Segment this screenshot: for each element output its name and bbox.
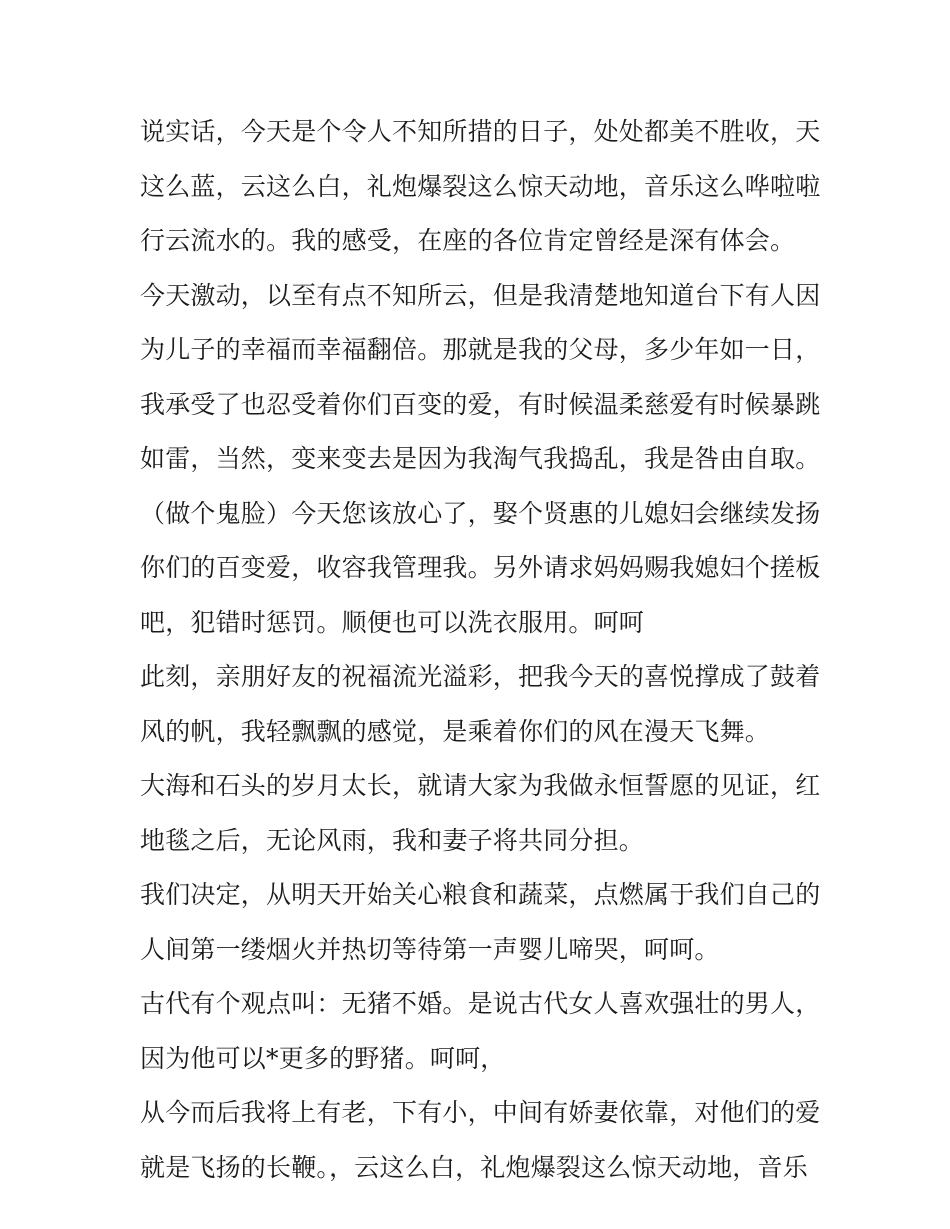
text-line: 吧，犯错时惩罚。顺便也可以洗衣服用。呵呵 [140,607,645,637]
text-line: 我们决定，从明天开始关心粮食和蔬菜，点燃属于我们自己的 [140,880,821,909]
text-line: 此刻，亲朋好友的祝福流光溢彩，把我今天的喜悦撑成了鼓着 [140,662,821,691]
text-line: 人间第一缕烟火并热切等待第一声婴儿啼哭，呵呵。 [140,934,720,964]
text-line: 地毯之后，无论风雨，我和妻子将共同分担。 [140,825,645,855]
text-line: 你们的百变爱，收容我管理我。另外请求妈妈赐我媳妇个搓板 [140,553,821,582]
text-line: 古代有个观点叫：无猪不婚。是说古代女人喜欢强壮的男人， [140,989,821,1018]
text-line: 从今而后我将上有老，下有小，中间有娇妻依靠，对他们的爱 [140,1098,821,1127]
text-line: （做个鬼脸）今天您该放心了，娶个贤惠的儿媳妇会继续发扬 [140,498,821,528]
text-line: 今天激动，以至有点不知所云，但是我清楚地知道台下有人因 [140,280,821,310]
text-line: 风的帆，我轻飘飘的感觉，是乘着你们的风在漫天飞舞。 [140,716,771,746]
text-line: 这么蓝，云这么白，礼炮爆裂这么惊天动地，音乐这么哗啦啦 [140,171,821,201]
text-line: 行云流水的。我的感受，在座的各位肯定曾经是深有体会。 [140,226,796,255]
text-line: 因为他可以*更多的野猪。呵呵， [140,1043,506,1073]
text-line: 为儿子的幸福而幸福翻倍。那就是我的父母，多少年如一日， [140,335,821,364]
document-body [140,105,820,1195]
text-line: 就是飞扬的长鞭。，云这么白，礼炮爆裂这么惊天动地，音乐 [140,1152,808,1182]
text-line: 大海和石头的岁月太长，就请大家为我做永恒誓愿的见证，红 [140,771,821,800]
text-line: 说实话，今天是个令人不知所措的日子，处处都美不胜收，天 [140,117,821,146]
text-line: 如雷，当然，变来变去是因为我淘气我捣乱，我是咎由自取。 [140,444,821,473]
text-line: 我承受了也忍受着你们百变的爱，有时候温柔慈爱有时候暴跳 [140,389,821,419]
